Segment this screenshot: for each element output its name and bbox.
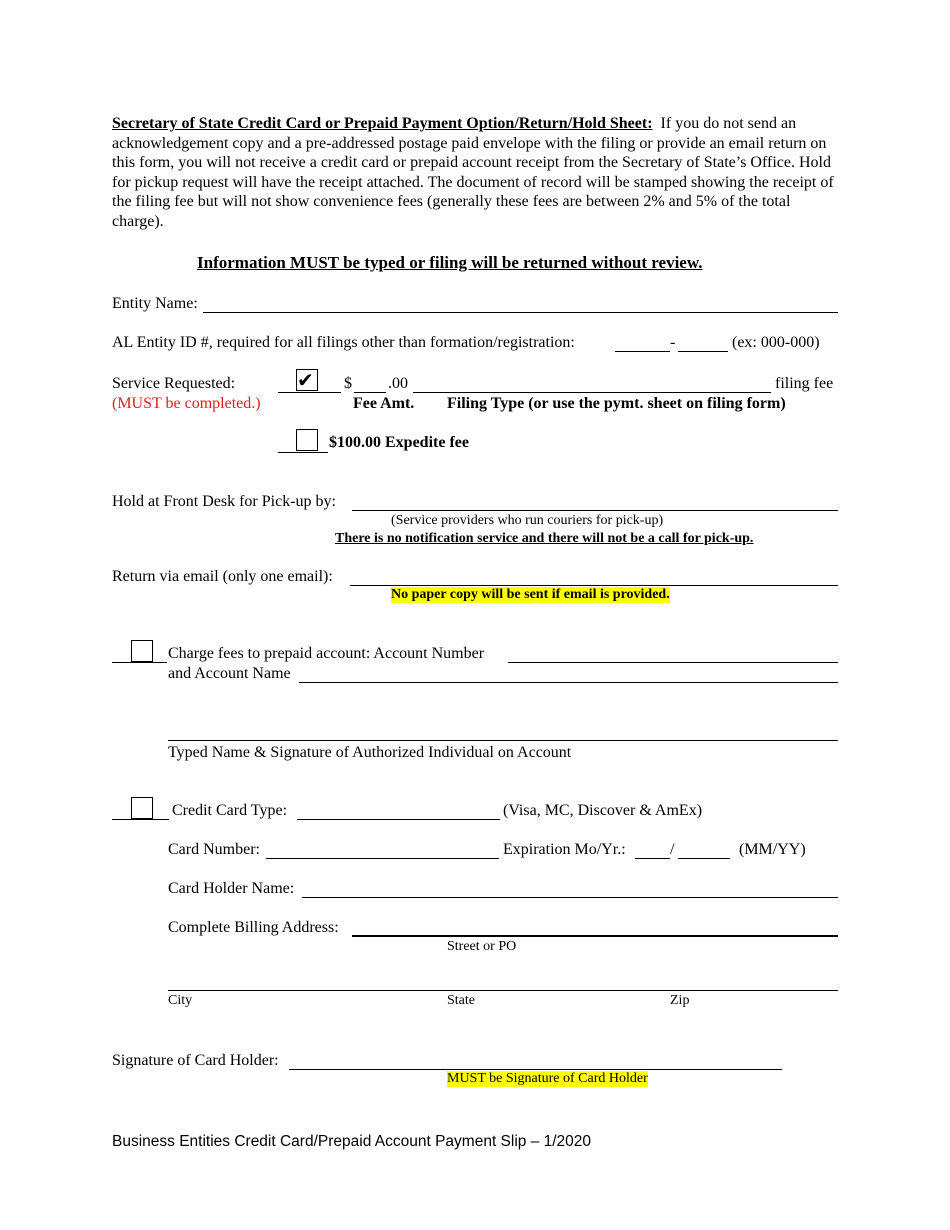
filing-fee-label: filing fee bbox=[775, 375, 834, 392]
expiration-month-field[interactable] bbox=[635, 858, 670, 859]
email-label: Return via email (only one email): bbox=[112, 568, 333, 585]
intro-paragraph bbox=[112, 114, 842, 232]
authorized-signature-field[interactable] bbox=[168, 740, 838, 741]
authorized-signature-label: Typed Name & Signature of Authorized Individual on Account bbox=[168, 744, 572, 761]
billing-street-field[interactable] bbox=[352, 935, 838, 937]
check-icon: ✔ bbox=[297, 368, 314, 392]
signature-note: MUST be Signature of Card Holder bbox=[447, 1071, 648, 1086]
card-type-label: Credit Card Type: bbox=[172, 802, 288, 819]
hold-label: Hold at Front Desk for Pick-up by: bbox=[112, 493, 336, 510]
expiration-label: Expiration Mo/Yr.: bbox=[503, 841, 626, 858]
footer-text: Business Entities Credit Card/Prepaid Account Payment Slip – 1/2020 bbox=[112, 1133, 592, 1150]
expiration-format: (MM/YY) bbox=[739, 841, 806, 858]
email-note: No paper copy will be sent if email is provided. bbox=[391, 587, 670, 602]
entity-name-label: Entity Name: bbox=[112, 295, 198, 312]
card-type-note: (Visa, MC, Discover & AmEx) bbox=[503, 802, 703, 819]
fee-amt-label: Fee Amt. bbox=[353, 395, 415, 412]
billing-city-state-zip-field[interactable] bbox=[168, 990, 838, 991]
expedite-checkbox[interactable] bbox=[296, 429, 318, 451]
hold-warning: There is no notification service and there will not be a call for pick-up. bbox=[335, 531, 754, 546]
entity-id-label: AL Entity ID #, required for all filings other than formation/registration: bbox=[112, 334, 575, 351]
account-name-field[interactable] bbox=[299, 682, 838, 683]
expiration-year-field[interactable] bbox=[678, 858, 730, 859]
service-requested-label: Service Requested: bbox=[112, 375, 236, 392]
account-name-label: and Account Name bbox=[168, 665, 291, 682]
state-label: State bbox=[447, 993, 475, 1008]
credit-card-line bbox=[112, 819, 169, 820]
expedite-line bbox=[278, 452, 328, 453]
entity-id-part2-field[interactable] bbox=[678, 351, 728, 352]
fee-amount-field[interactable] bbox=[354, 392, 386, 393]
card-type-field[interactable] bbox=[297, 819, 500, 820]
form-heading: Secretary of State Credit Card or Prepaid Payment Option/Return/Hold Sheet: bbox=[112, 115, 653, 132]
card-holder-signature-field[interactable] bbox=[289, 1069, 782, 1070]
prepaid-checkbox[interactable] bbox=[131, 640, 153, 662]
card-holder-name-field[interactable] bbox=[302, 897, 838, 898]
expedite-label: $100.00 Expedite fee bbox=[329, 434, 469, 451]
card-number-label: Card Number: bbox=[168, 841, 260, 858]
service-line bbox=[278, 392, 341, 393]
hold-note: (Service providers who run couriers for pick-up) bbox=[391, 513, 664, 528]
service-required-note: (MUST be completed.) bbox=[112, 395, 261, 412]
city-label: City bbox=[168, 993, 193, 1008]
credit-card-checkbox[interactable] bbox=[131, 797, 153, 819]
card-holder-signature-label: Signature of Card Holder: bbox=[112, 1052, 279, 1069]
email-field[interactable] bbox=[350, 585, 838, 586]
card-holder-name-label: Card Holder Name: bbox=[168, 880, 295, 897]
card-number-field[interactable] bbox=[266, 858, 499, 859]
typed-notice: Information MUST be typed or filing will be returned without review. bbox=[197, 253, 703, 272]
filing-type-label: Filing Type (or use the pymt. sheet on filing form) bbox=[447, 395, 786, 412]
expiration-separator: / bbox=[670, 841, 675, 858]
entity-id-part1-field[interactable] bbox=[615, 351, 670, 352]
filing-type-field[interactable] bbox=[413, 392, 771, 393]
prepaid-line bbox=[112, 662, 167, 663]
account-number-field[interactable] bbox=[508, 662, 838, 663]
intro-text: If you do not send an acknowledgement copy and a pre-addressed postage paid envelope with the filing or provide an email return on this form, you will not receive a credit card or prepaid account receipt from the Secretary of State’s Office. Hold for pickup request will have the receipt attached. The document of record will be stamped showing the receipt of the filing fee but will not show convenience fees (generally these fees are between 2% and 5% of the total charge). bbox=[112, 115, 834, 230]
dollar-sign: $ bbox=[344, 375, 352, 392]
hold-pickup-field[interactable] bbox=[352, 510, 838, 511]
prepaid-account-number-label: Charge fees to prepaid account: Account Number bbox=[168, 645, 485, 662]
entity-id-example: (ex: 000-000) bbox=[732, 334, 820, 351]
entity-name-field[interactable] bbox=[203, 312, 838, 313]
entity-id-separator: - bbox=[670, 334, 676, 351]
fee-cents: .00 bbox=[388, 375, 408, 392]
billing-address-label: Complete Billing Address: bbox=[168, 919, 339, 936]
street-label: Street or PO bbox=[447, 939, 517, 954]
zip-label: Zip bbox=[670, 993, 690, 1008]
